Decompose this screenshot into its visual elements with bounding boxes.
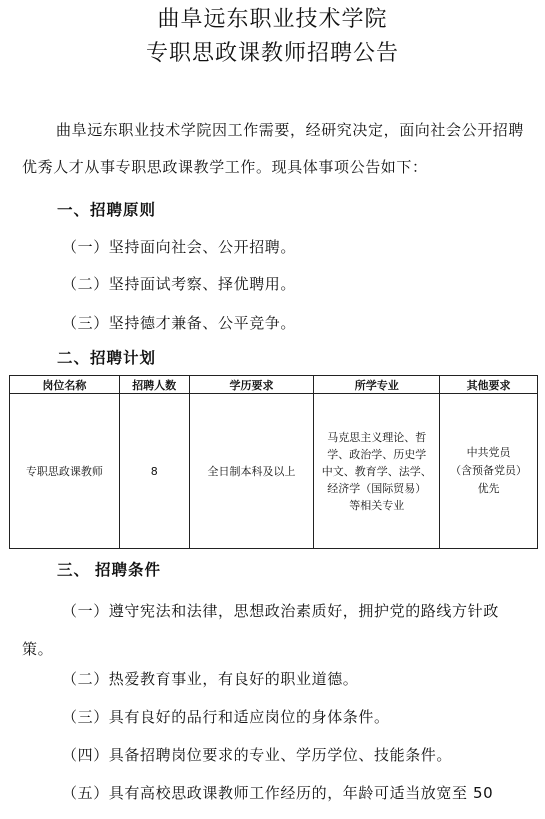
major-line: 马克思主义理论、哲 — [327, 430, 427, 444]
cell-position: 专职思政课教师 — [10, 394, 120, 549]
other-line: 中共党员 — [466, 446, 511, 459]
header-count: 招聘人数 — [119, 376, 189, 394]
recruitment-plan-table — [9, 375, 538, 549]
section-number: 三、 — [57, 561, 91, 579]
cell-other — [440, 394, 538, 549]
cell-major — [314, 394, 440, 549]
cell-count: 8 — [119, 394, 189, 549]
major-line: 经济学（国际贸易） — [327, 481, 427, 495]
section-heading-plan: 二、招聘计划 — [57, 349, 157, 367]
cell-education: 全日制本科及以上 — [189, 394, 314, 549]
major-line: 中文、教育学、法学、 — [321, 464, 432, 478]
section-title: 招聘条件 — [95, 561, 162, 579]
major-line: 等相关专业 — [349, 498, 405, 512]
intro-paragraph: 曲阜远东职业技术学院因工作需要，经研究决定，面向社会公开招聘优秀人才从事专职思政课教学工作。现具体事项公告如下： — [22, 121, 525, 176]
condition-item-4: （四）具备招聘岗位要求的专业、学历学位、技能条件。 — [62, 746, 453, 764]
other-line: 优先 — [477, 482, 500, 495]
table-header-row — [10, 376, 538, 394]
condition-item-3: （三）具有良好的品行和适应岗位的身体条件。 — [62, 708, 390, 726]
principle-item-2: （二）坚持面试考察、择优聘用。 — [62, 275, 297, 293]
header-education: 学历要求 — [189, 376, 314, 394]
header-other: 其他要求 — [440, 376, 538, 394]
other-line: （含预备党员） — [450, 464, 528, 477]
principle-item-3: （三）坚持德才兼备、公平竞争。 — [62, 314, 297, 332]
header-major: 所学专业 — [314, 376, 440, 394]
section-heading-conditions — [57, 558, 161, 580]
header-position: 岗位名称 — [10, 376, 120, 394]
document-title-line2: 专职思政课教师招聘公告 — [145, 41, 399, 66]
condition-item-1: （一）遵守宪法和法律，思想政治素质好，拥护党的路线方针政策。 — [22, 602, 499, 658]
document-title-line1: 曲阜远东职业技术学院 — [157, 7, 388, 32]
principle-item-1: （一）坚持面向社会、公开招聘。 — [62, 238, 297, 256]
section-heading-principles: 一、招聘原则 — [57, 201, 157, 219]
condition-item-2: （二）热爱教育事业，有良好的职业道德。 — [62, 670, 359, 688]
major-line: 学、政治学、历史学 — [327, 447, 427, 461]
table-row — [10, 394, 538, 549]
condition-item-5: （五）具有高校思政课教师工作经历的，年龄可适当放宽至 50 — [62, 784, 494, 802]
